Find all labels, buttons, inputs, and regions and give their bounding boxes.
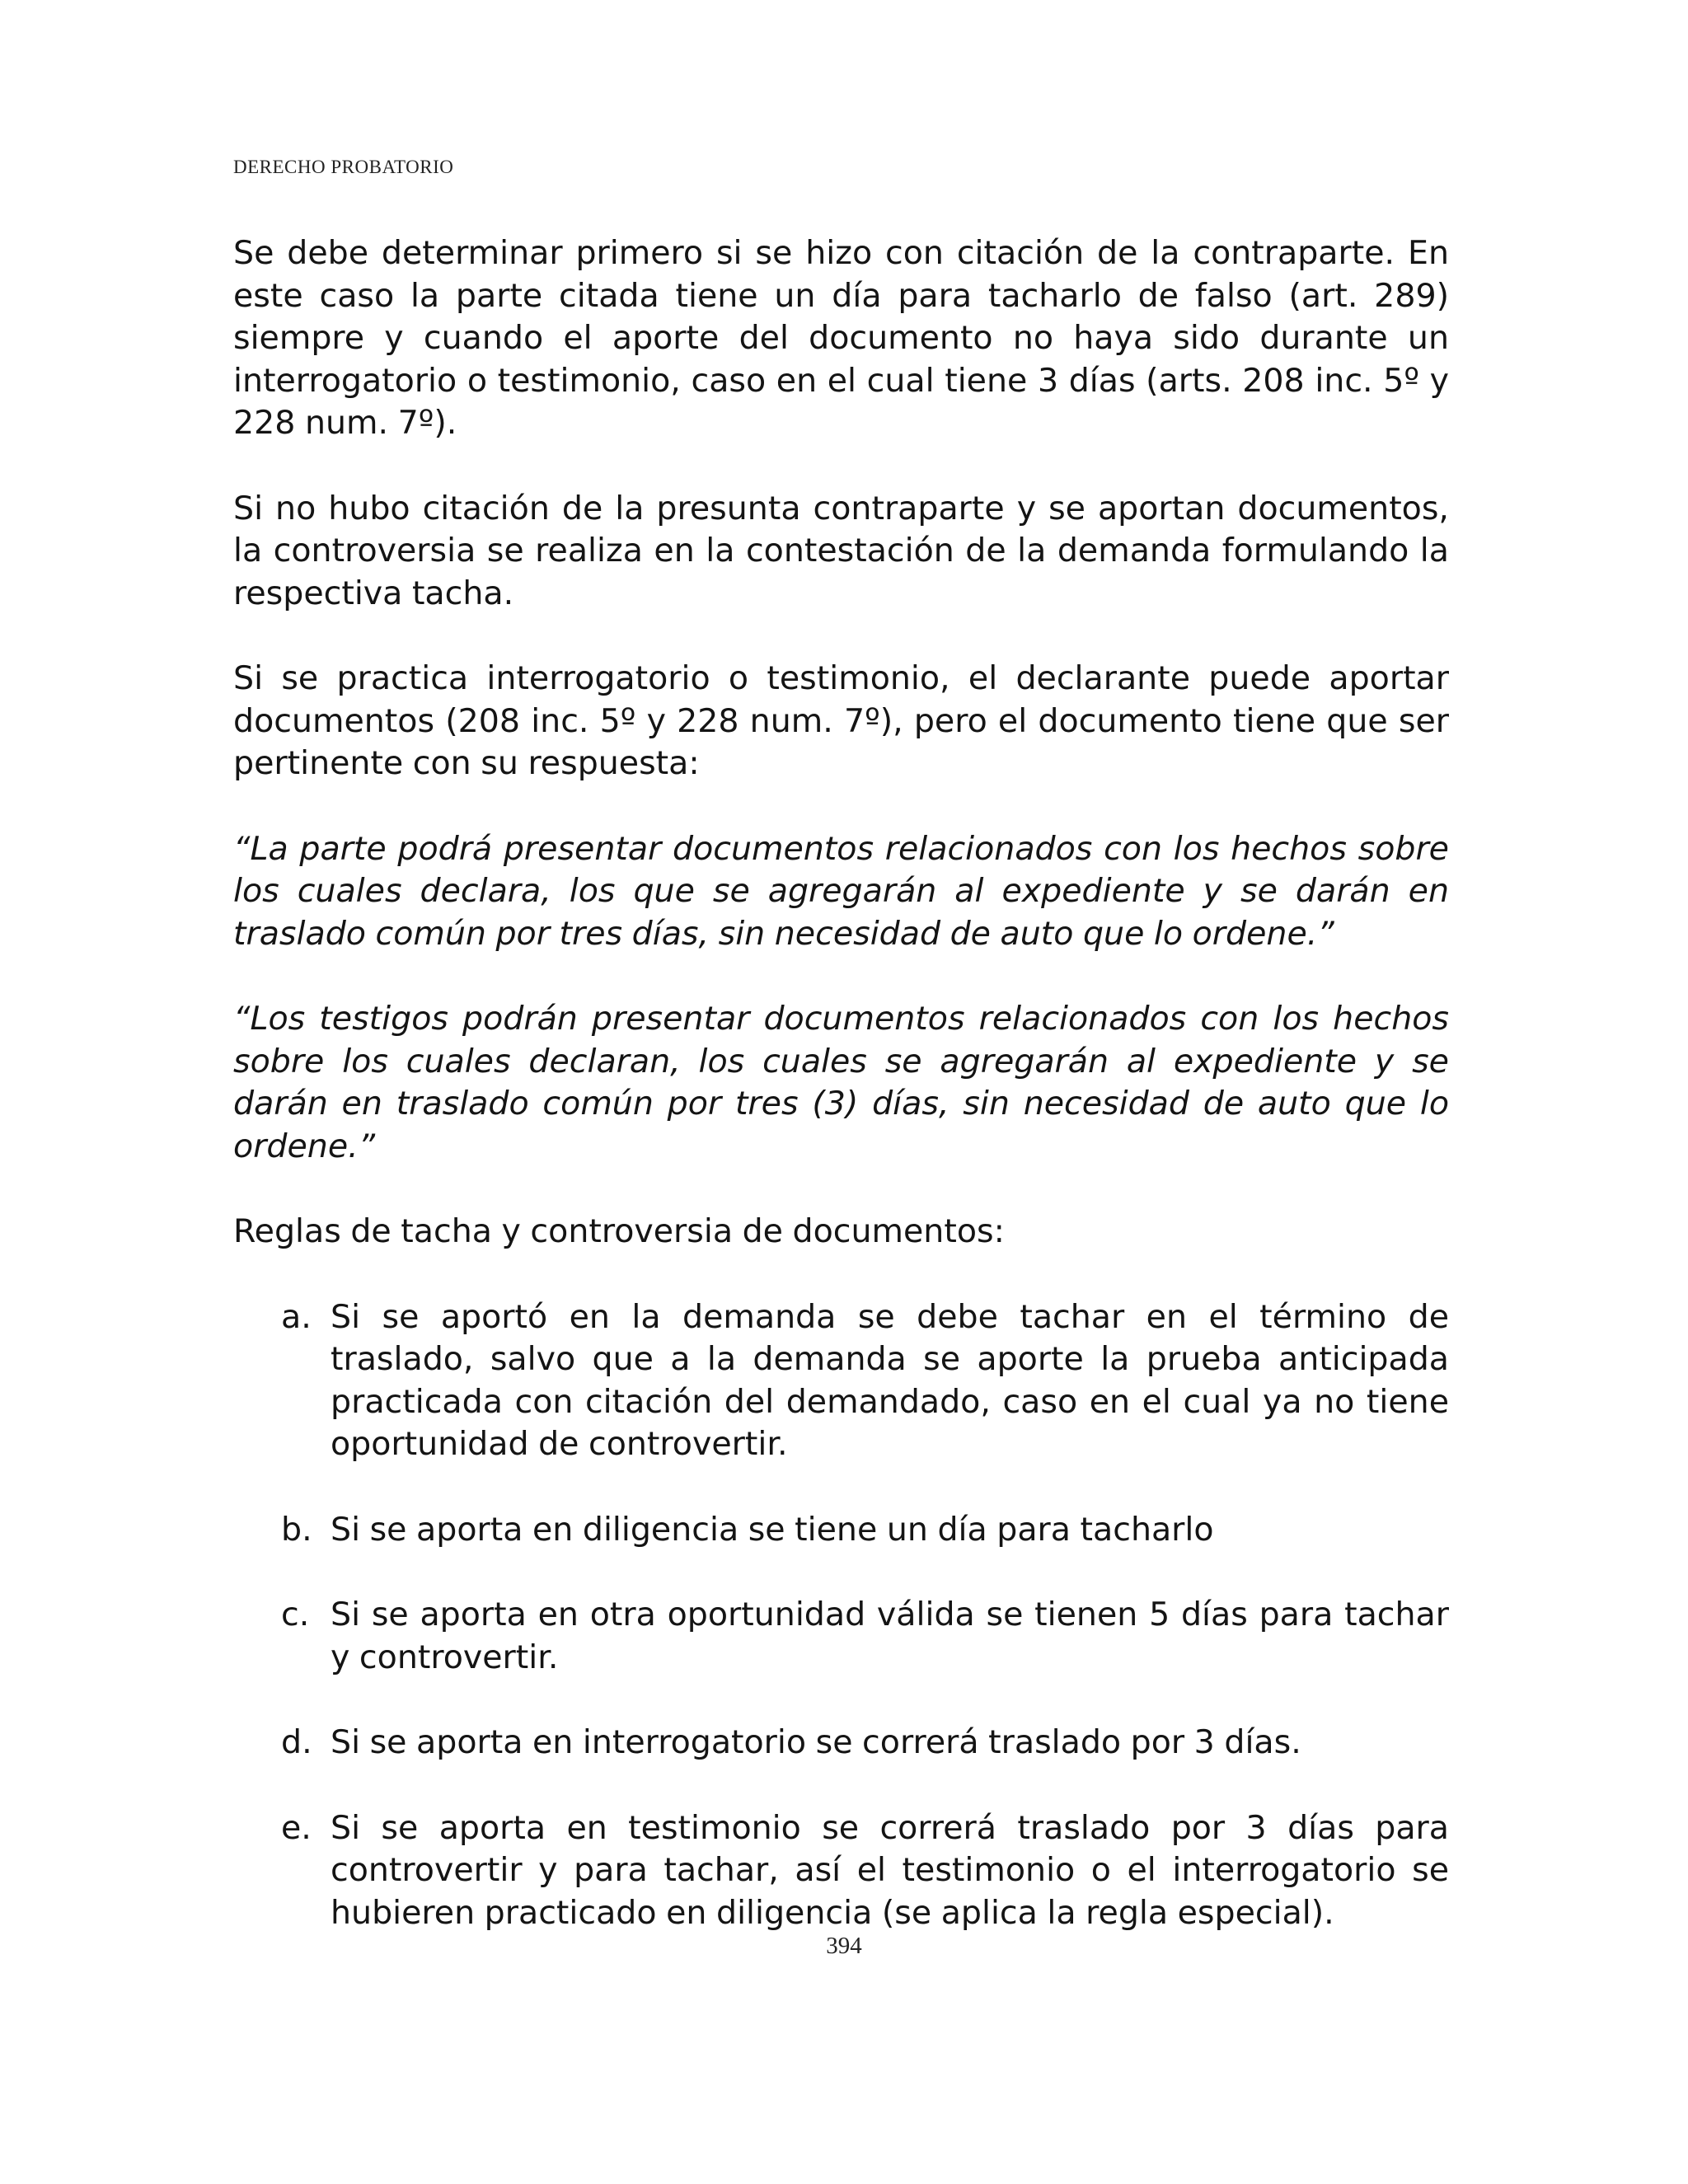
list-item-marker: b. (281, 1510, 312, 1549)
rules-list (233, 1296, 1449, 1935)
list-item-text: Si se aporta en testimonio se correrá traslado por 3 días para controvertir y para tachar, así el testimonio o el interrogatorio se hubieren practicado en diligencia (se aplica la regla especial). (331, 1808, 1449, 1932)
quote-testigos: “Los testigos podrán presentar documentos relacionados con los hechos sobre los cuales declaran, los cuales se agregarán al expediente y se darán en traslado común por tres (3) días, sin necesidad de auto que lo ordene.” (233, 1000, 1449, 1165)
page-body (233, 232, 1449, 1977)
paragraph-citacion: Se debe determinar primero si se hizo con citación de la contraparte. En este caso la parte citada tiene un día para tacharlo de falso (art. 289) siempre y cuando el aporte del documento no haya sido durante un interrogatorio o testimonio, caso en el cual tiene 3 días (arts. 208 inc. 5º y 228 num. 7º). (233, 234, 1449, 442)
list-item-marker: d. (281, 1723, 312, 1761)
list-item (281, 1722, 1449, 1765)
list-item-text: Si se aporta en diligencia se tiene un día para tacharlo (331, 1510, 1214, 1549)
list-item-marker: c. (281, 1596, 310, 1633)
list-item-text: Si se aporta en otra oportunidad válida se tienen 5 días para tachar y controvertir. (331, 1596, 1449, 1676)
list-item (281, 1807, 1449, 1935)
list-item-text: Si se aporta en interrogatorio se correrá traslado por 3 días. (331, 1723, 1301, 1761)
paragraph-sin-citacion: Si no hubo citación de la presunta contraparte y se aportan documentos, la controversia se realiza en la contestación de la demanda formulando la respectiva tacha. (233, 489, 1449, 612)
rules-intro: Reglas de tacha y controversia de documentos: (233, 1212, 1005, 1250)
paragraph-interrogatorio: Si se practica interrogatorio o testimonio, el declarante puede aportar documentos (208 inc. 5º y 228 num. 7º), pero el documento tiene que ser pertinente con su respuesta: (233, 659, 1449, 782)
list-item-marker: a. (281, 1297, 312, 1336)
list-item (281, 1509, 1449, 1552)
quote-parte: “La parte podrá presentar documentos relacionados con los hechos sobre los cuales declara, los que se agregarán al expediente y se darán en traslado común por tres días, sin necesidad de auto que lo ordene.” (233, 829, 1449, 953)
list-item-marker: e. (281, 1808, 312, 1847)
list-item (281, 1594, 1449, 1679)
list-item-text: Si se aportó en la demanda se debe tachar en el término de traslado, salvo que a la demanda se aporte la prueba anticipada practicada con citación del demandado, caso en el cual ya no tiene oportunidad de controvertir. (331, 1297, 1449, 1463)
running-header: DERECHO PROBATORIO (233, 157, 454, 177)
list-item (281, 1296, 1449, 1466)
page-number: 394 (826, 1933, 862, 1959)
